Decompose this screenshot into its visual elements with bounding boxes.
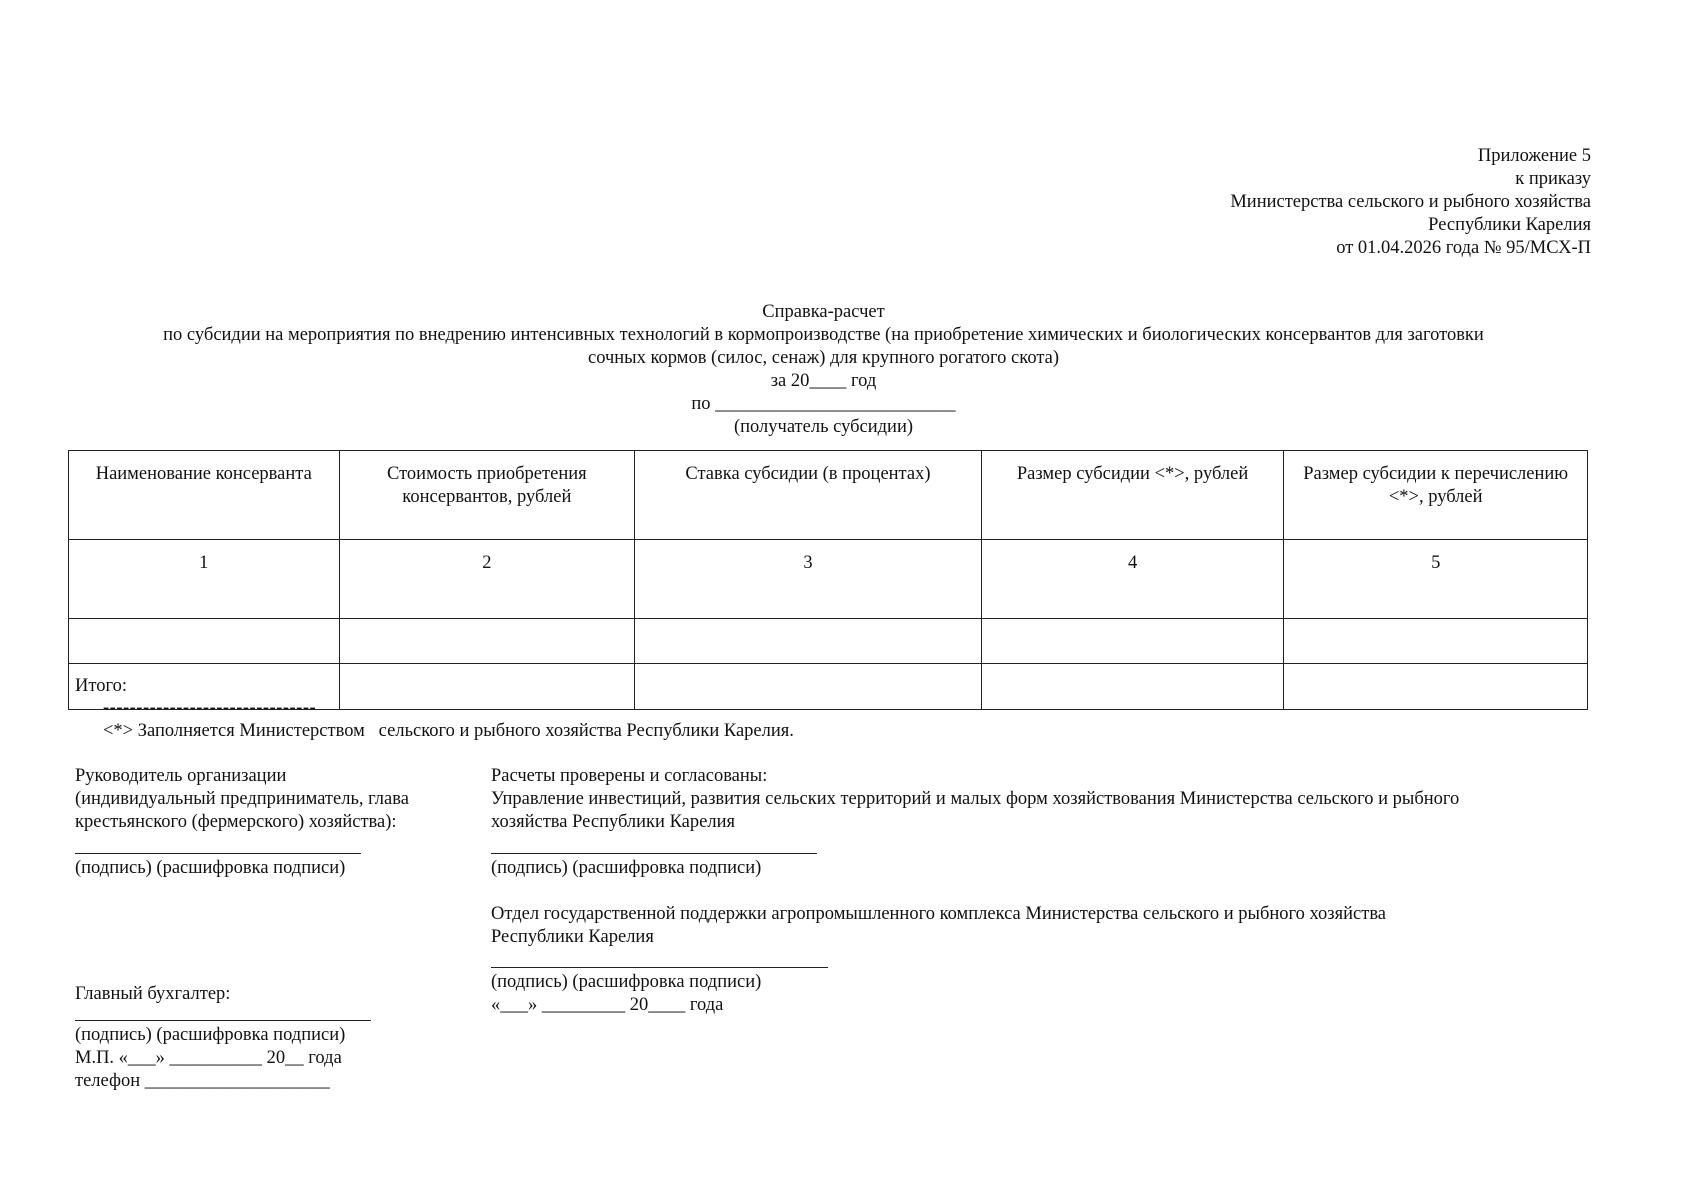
department2-signature-line[interactable]: [491, 967, 828, 968]
appendix-order-ref: к приказу: [1515, 169, 1591, 189]
title-subject: по субсидии на мероприятия по внедрению интенсивных технологий в кормопроизводстве (на приобретение химических и биологических консервантов для заготовки: [163, 325, 1484, 345]
accountant-signature-caption: (подпись) (расшифровка подписи): [75, 1025, 346, 1045]
department1-signature-line[interactable]: [491, 853, 817, 854]
total-cell[interactable]: [339, 664, 635, 710]
head-of-organization-block: [75, 765, 409, 834]
table-number-row: [69, 540, 1588, 619]
accountant-label: Главный бухгалтер:: [75, 984, 231, 1004]
header-cell-purchase-cost: Стоимость приобретения консервантов, рублей: [339, 451, 635, 540]
department2-name-cont: Республики Карелия: [491, 927, 654, 947]
total-cell[interactable]: [635, 664, 982, 710]
stamp-date-line: М.П. «___» __________ 20__ года: [75, 1048, 342, 1068]
head-label: Руководитель организации: [75, 766, 287, 786]
column-number-cell: 4: [981, 540, 1284, 619]
appendix-republic: Республики Карелия: [1428, 215, 1591, 235]
appendix-ministry: Министерства сельского и рыбного хозяйства: [1230, 192, 1591, 212]
approval-date-line: «___» _________ 20____ года: [491, 995, 724, 1015]
accountant-signature-line[interactable]: [75, 1020, 371, 1021]
head-label-cont: крестьянского (фермерского) хозяйства):: [75, 812, 397, 832]
total-label-cell: Итого:: [69, 664, 340, 710]
title-heading: Справка-расчет: [762, 302, 885, 322]
department2-block: [491, 903, 1386, 949]
head-signature-line[interactable]: [75, 853, 361, 854]
title-subject-cont: сочных кормов (силос, сенаж) для крупного рогатого скота): [587, 348, 1060, 368]
title-recipient-field: по __________________________: [691, 394, 956, 414]
appendix-number: Приложение 5: [1477, 146, 1591, 166]
column-number-cell: 3: [635, 540, 982, 619]
phone-line: телефон ____________________: [75, 1071, 330, 1091]
title-year: за 20____ год: [770, 371, 877, 391]
header-cell-subsidy-amount: Размер субсидии <*>, рублей: [981, 451, 1284, 540]
department2-signature-caption: (подпись) (расшифровка подписи): [491, 972, 762, 992]
appendix-header: [1230, 145, 1591, 260]
header-cell-subsidy-rate: Ставка субсидии (в процентах): [635, 451, 982, 540]
total-cell[interactable]: [981, 664, 1284, 710]
data-cell[interactable]: [339, 619, 635, 664]
column-number-cell: 5: [1284, 540, 1588, 619]
header-cell-subsidy-transfer: Размер субсидии к перечислению <*>, рублей: [1284, 451, 1588, 540]
approval-label: Расчеты проверены и согласованы:: [491, 766, 768, 786]
total-cell[interactable]: [1284, 664, 1588, 710]
department1-name-cont: хозяйства Республики Карелия: [491, 812, 735, 832]
head-signature-caption: (подпись) (расшифровка подписи): [75, 858, 346, 878]
department1-signature-caption: (подпись) (расшифровка подписи): [491, 858, 762, 878]
title-recipient-caption: (получатель субсидии): [733, 417, 914, 437]
data-cell[interactable]: [69, 619, 340, 664]
footnote-separator: --------------------------------: [103, 698, 317, 718]
column-number-cell: 2: [339, 540, 635, 619]
head-label-cont: (индивидуальный предприниматель, глава: [75, 789, 409, 809]
data-cell[interactable]: [1284, 619, 1588, 664]
table-header-row: [69, 451, 1588, 540]
table-data-row: [69, 619, 1588, 664]
header-cell-preservative-name: Наименование консерванта: [69, 451, 340, 540]
calculation-table: [68, 450, 1588, 710]
appendix-order-date: от 01.04.2026 года № 95/МСХ-П: [1336, 238, 1591, 258]
data-cell[interactable]: [981, 619, 1284, 664]
column-number-cell: 1: [69, 540, 340, 619]
department2-name: Отдел государственной поддержки агропромышленного комплекса Министерства сельского и рыбного хозяйства: [491, 904, 1387, 924]
document-title: [60, 301, 1587, 439]
approval-block: [491, 765, 1459, 834]
footnote-text: <*> Заполняется Министерством сельского и рыбного хозяйства Республики Карелия.: [103, 721, 794, 741]
department1-name: Управление инвестиций, развития сельских территорий и малых форм хозяйствования Министерства сельского и рыбного: [491, 789, 1460, 809]
data-cell[interactable]: [635, 619, 982, 664]
